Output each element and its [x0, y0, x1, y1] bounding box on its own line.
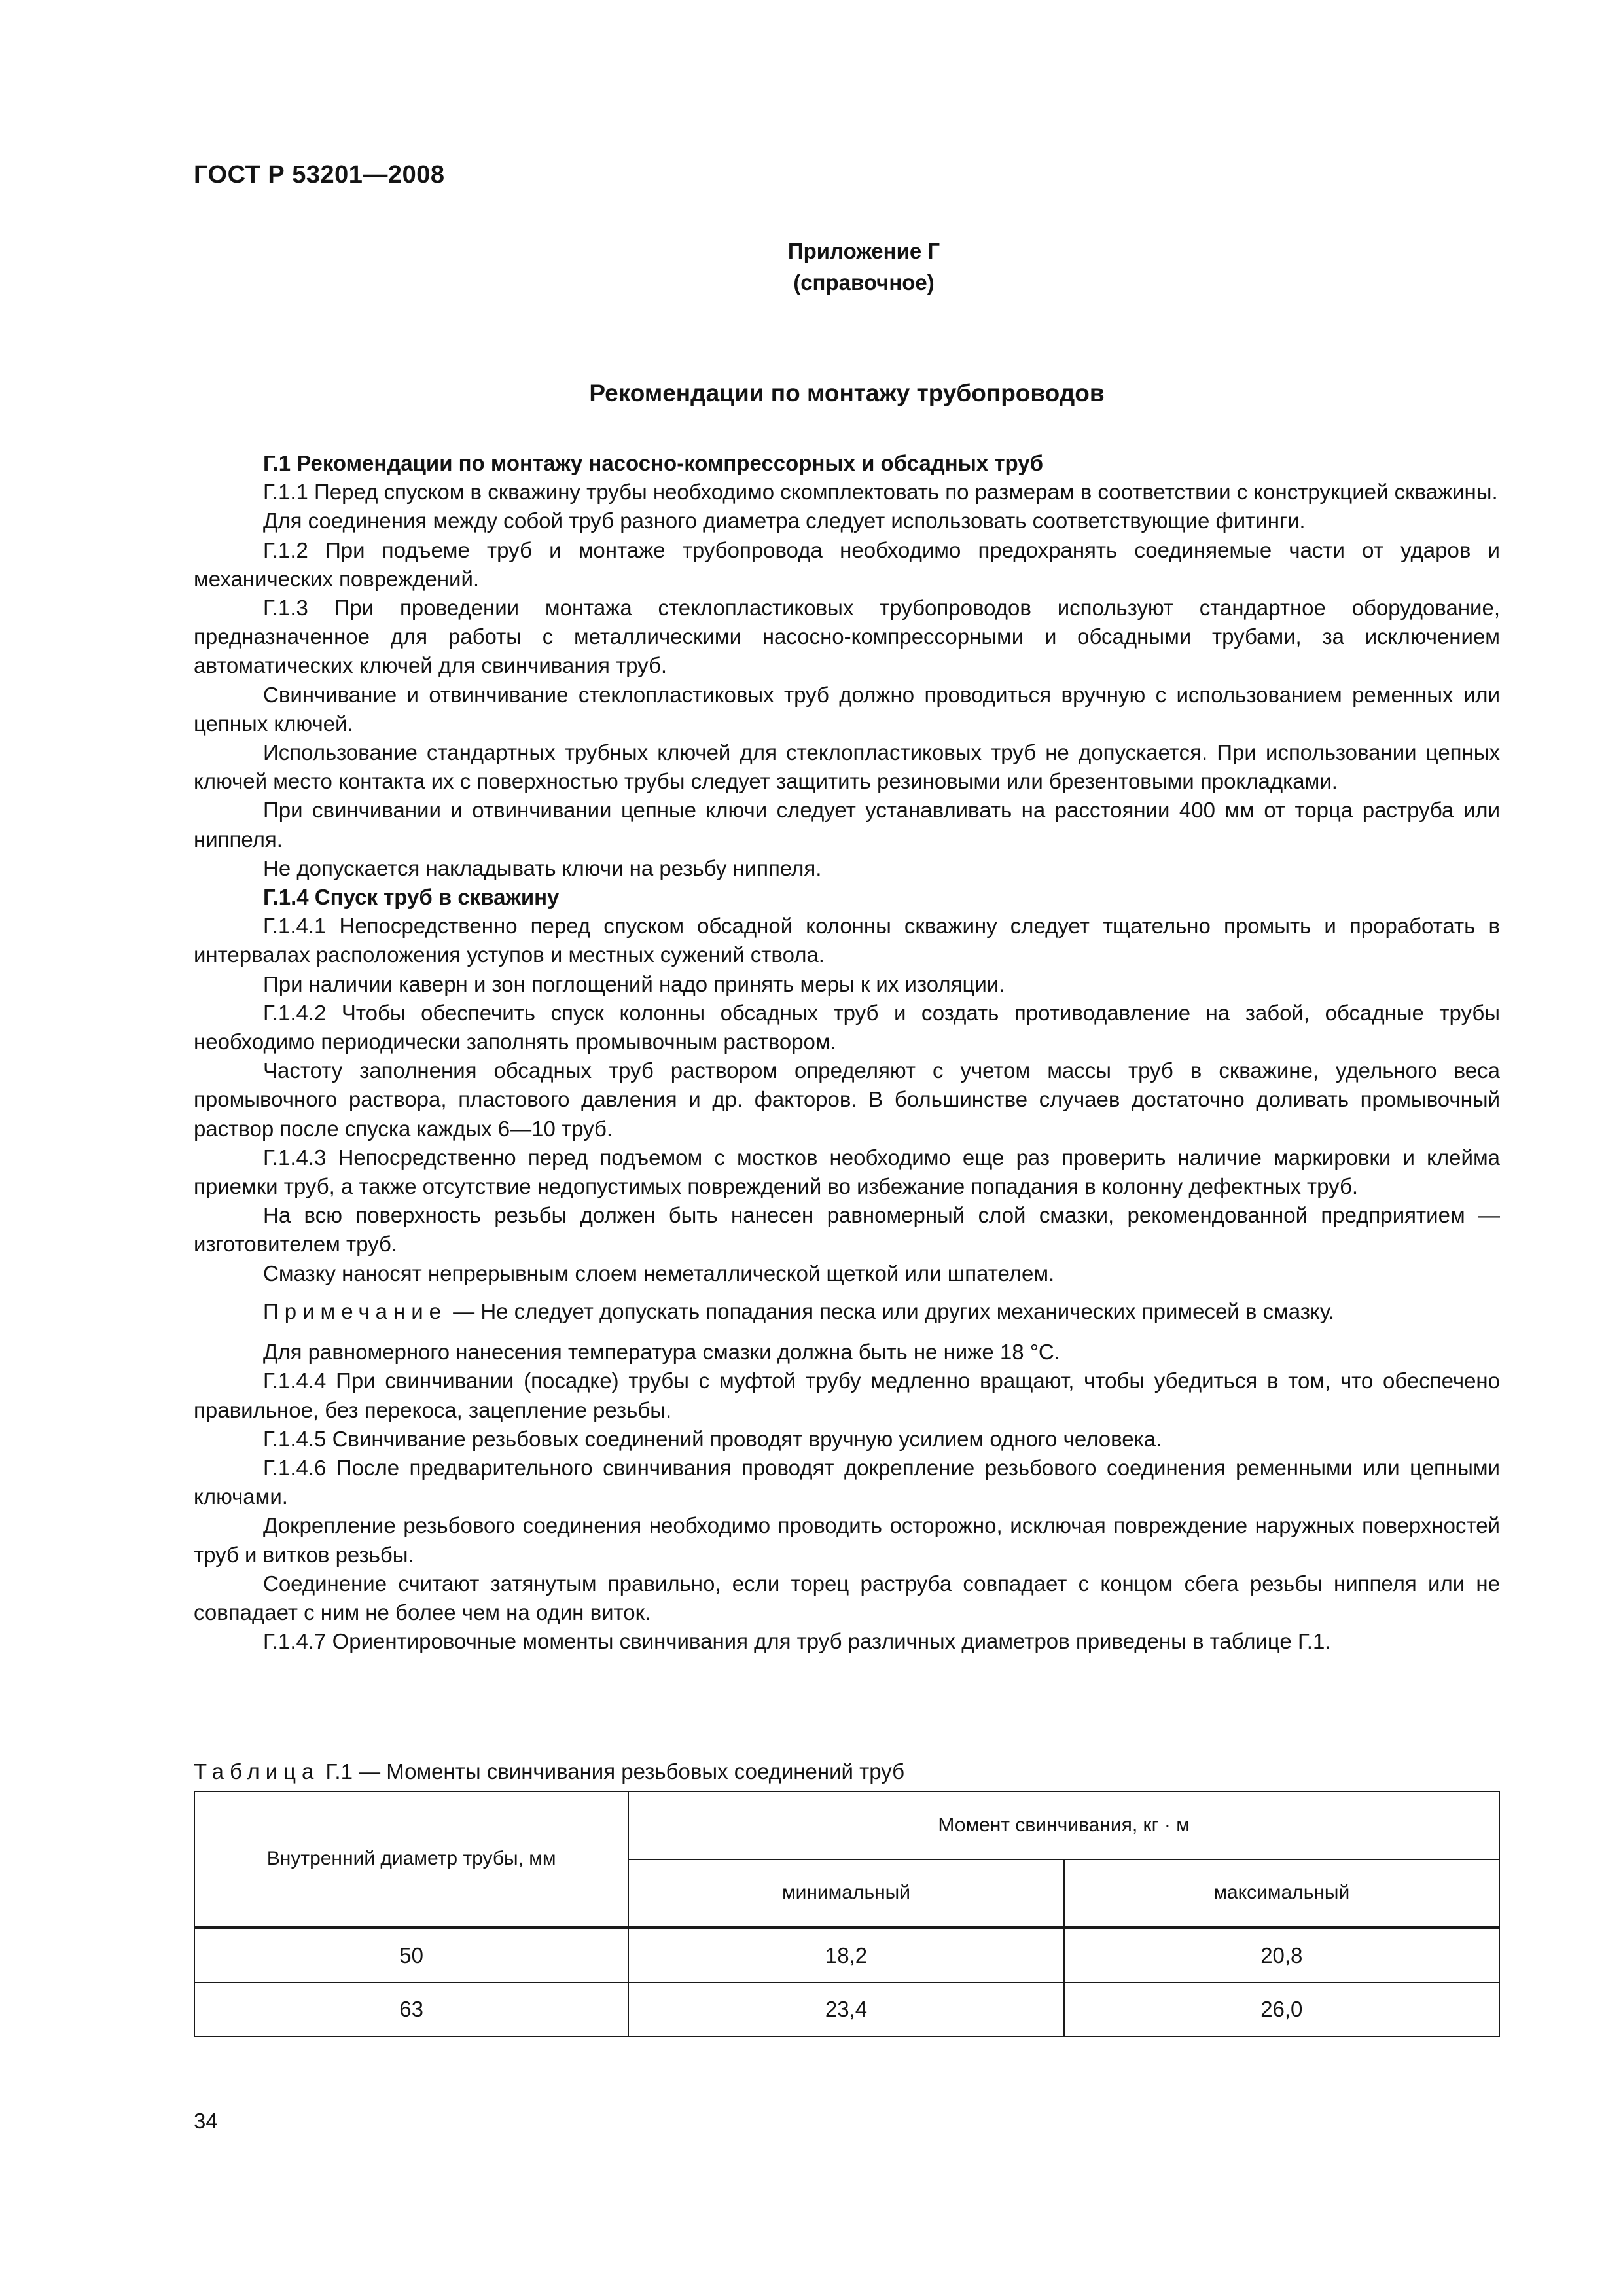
cell-max: 20,8: [1064, 1928, 1499, 1982]
paragraph: Смазку наносят непрерывным слоем неметаллической щеткой или шпателем.: [263, 1261, 1055, 1285]
paragraph: Соединение считают затянутым правильно, если торец раструба совпадает с концом сбега резьбы ниппеля или не совпадает с ним не более чем на один виток.: [194, 1571, 1500, 1624]
paragraph: Для равномерного нанесения температура смазки должна быть не ниже 18 °С.: [263, 1340, 1060, 1365]
paragraph: Свинчивание и отвинчивание стеклопластиковых труб должно проводиться вручную с использованием ременных или цепных ключей.: [194, 682, 1500, 736]
paragraph: Г.1.4.3 Непосредственно перед подъемом с мостков необходимо еще раз проверить наличие маркировки и клейма приемки труб, а также отсутствие недопустимых повреждений во избежание попадания в колонну дефектных труб.: [194, 1145, 1500, 1199]
appendix-label: Приложение Г: [787, 239, 940, 263]
paragraph: Г.1.4.4 При свинчивании (посадке) трубы с муфтой трубу медленно вращают, чтобы убедиться в том, что обеспечено правильное, без перекоса, зацепление резьбы.: [194, 1369, 1500, 1422]
table-row: [194, 1982, 1499, 2036]
paragraph: Не допускается накладывать ключи на резьбу ниппеля.: [263, 855, 822, 880]
table-caption-text: Г.1 — Моменты свинчивания резьбовых соединений труб: [319, 1759, 904, 1784]
cell-min: 23,4: [628, 1982, 1063, 2036]
column-header-min: минимальный: [628, 1859, 1063, 1928]
column-header-moment: Момент свинчивания, кг · м: [628, 1791, 1499, 1859]
table-caption-label: Таблица: [194, 1759, 320, 1784]
paragraph: Г.1.4.6 После предварительного свинчивания проводят докрепление резьбового соединения ременными или цепными ключами.: [194, 1455, 1500, 1509]
table-caption: [194, 1759, 904, 1784]
page-number: 34: [194, 2109, 218, 2133]
cell-max: 26,0: [1064, 1982, 1499, 2036]
torque-table: [194, 1791, 1500, 2037]
paragraph: Г.1.4.7 Ориентировочные моменты свинчивания для труб различных диаметров приведены в таблице Г.1.: [263, 1629, 1331, 1654]
note-label: Примечание: [263, 1299, 448, 1323]
paragraph: Использование стандартных трубных ключей для стеклопластиковых труб не допускается. При использовании цепных ключей место контакта их с поверхностью трубы следует защитить резиновыми или брезентовыми прокладками.: [194, 740, 1500, 794]
paragraph: Г.1.1 Перед спуском в скважину трубы необходимо скомплектовать по размерам в соответствии с конструкцией скважины.: [263, 480, 1498, 505]
note-text: — Не следует допускать попадания песка или других механических примесей в смазку.: [447, 1299, 1335, 1323]
note: [194, 1297, 1500, 1326]
paragraph: Для соединения между собой труб разного диаметра следует использовать соответствующие фитинги.: [263, 509, 1306, 533]
table-row: [194, 1928, 1499, 1982]
appendix-type: (справочное): [793, 270, 935, 295]
cell-diameter: 50: [194, 1928, 628, 1982]
appendix-heading: [654, 236, 1073, 298]
cell-diameter: 63: [194, 1982, 628, 2036]
paragraph: Г.1.2 При подъеме труб и монтаже трубопровода необходимо предохранять соединяемые части от ударов и механических повреждений.: [194, 537, 1500, 591]
paragraph: При свинчивании и отвинчивании цепные ключи следует устанавливать на расстоянии 400 мм от торца раструба или ниппеля.: [194, 798, 1500, 852]
section-heading: Г.1 Рекомендации по монтажу насосно-компрессорных и обсадных труб: [263, 451, 1043, 475]
cell-min: 18,2: [628, 1928, 1063, 1982]
paragraph: На всю поверхность резьбы должен быть нанесен равномерный слой смазки, рекомендованной предприятием — изготовителем труб.: [194, 1203, 1500, 1257]
paragraph: При наличии каверн и зон поглощений надо принять меры к их изоляции.: [263, 971, 1005, 996]
paragraph: Частоту заполнения обсадных труб раствором определяют с учетом массы труб в скважине, удельного веса промывочного раствора, пластового давления и др. факторов. В большинстве случаев достаточно доливать промывочный раствор после спуска каждых 6—10 труб.: [194, 1058, 1500, 1141]
paragraph: Г.1.4.1 Непосредственно перед спуском обсадной колонны скважину следует тщательно промыть и проработать в интервалах расположения уступов и местных сужений ствола.: [194, 914, 1500, 967]
paragraph: Докрепление резьбового соединения необходимо проводить осторожно, исключая повреждение наружных поверхностей труб и витков резьбы.: [194, 1513, 1500, 1567]
paragraph: Г.1.4.5 Свинчивание резьбовых соединений проводят вручную усилием одного человека.: [263, 1426, 1162, 1451]
column-header-max: максимальный: [1064, 1859, 1499, 1928]
paragraph: Г.1.4.2 Чтобы обеспечить спуск колонны обсадных труб и создать противодавление на забой, обсадные трубы необходимо периодически заполнять промывочным раствором.: [194, 1000, 1500, 1054]
page-title: Рекомендации по монтажу трубопроводов: [589, 380, 1105, 406]
subsection-heading: Г.1.4 Спуск труб в скважину: [263, 885, 560, 910]
document-body: [194, 449, 1500, 1656]
paragraph: Г.1.3 При проведении монтажа стеклопластиковых трубопроводов используют стандартное оборудование, предназначенное для работы с металлическими насосно-компрессорными и обсадными трубами, за исключением автоматических ключей для свинчивания труб.: [194, 596, 1500, 678]
document-code: ГОСТ Р 53201—2008: [194, 161, 445, 188]
column-header-diameter: Внутренний диаметр трубы, мм: [194, 1791, 628, 1928]
